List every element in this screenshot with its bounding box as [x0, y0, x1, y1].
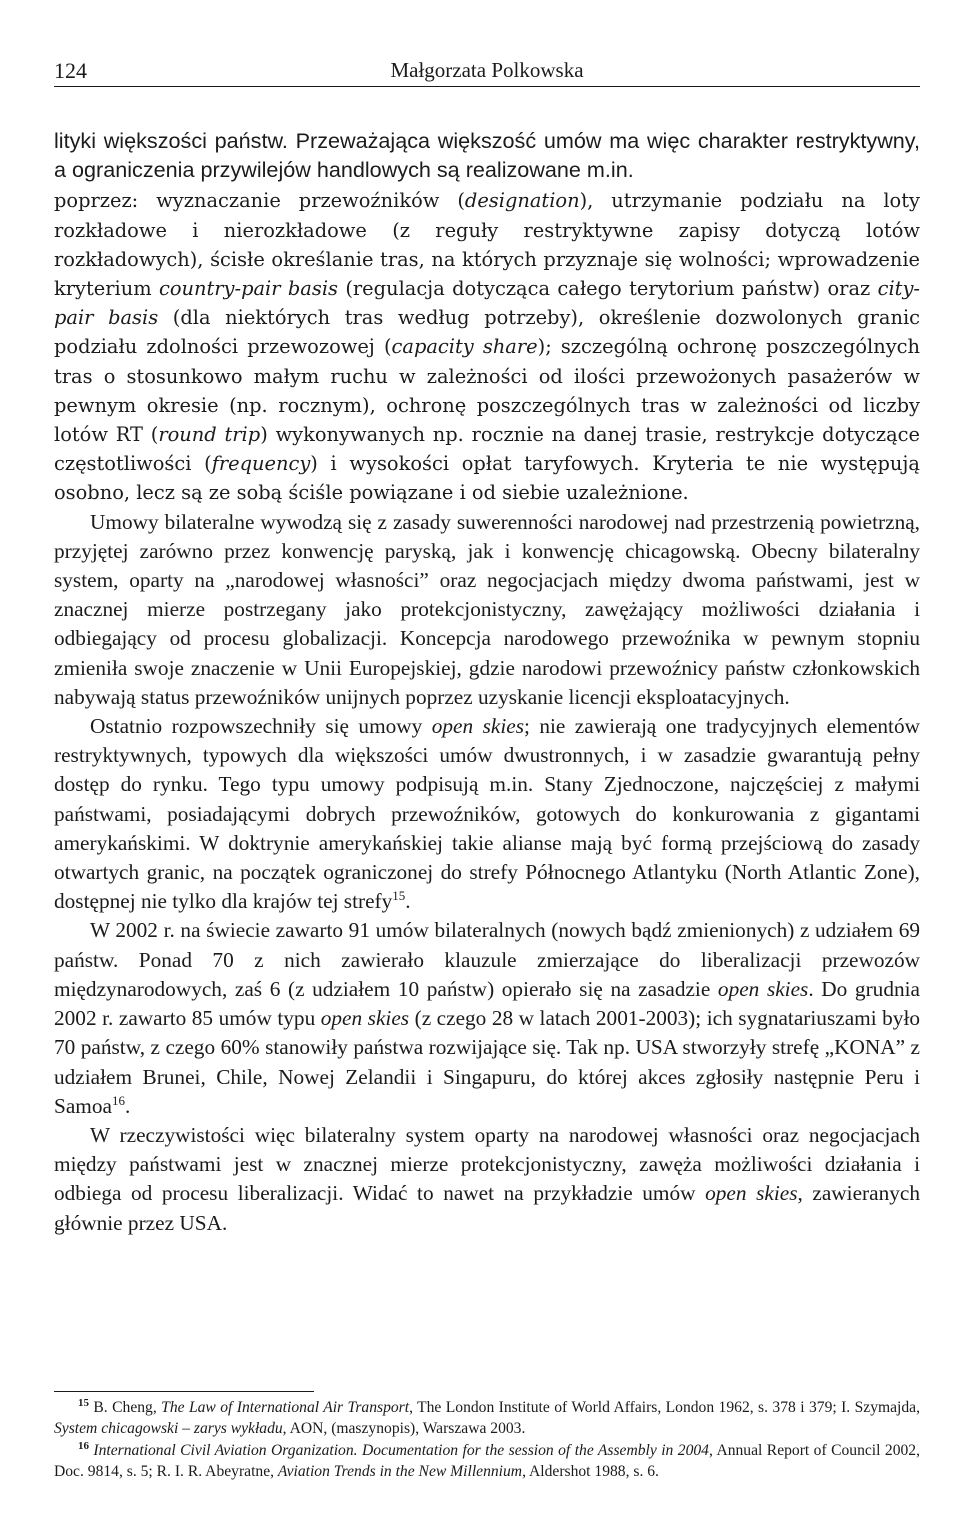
term-city-pair-basis: city-pair basis — [54, 277, 920, 330]
paragraph-2 — [54, 186, 920, 507]
body-text — [54, 126, 920, 1238]
text-run: ) wykonywanych np. rocznie na danej trasie, restrykcje dotyczące częstotliwości ( — [54, 423, 920, 476]
text-run: poprzez: wyznaczanie przewoźników ( — [54, 189, 465, 213]
term-open-skies: open skies — [705, 1181, 798, 1206]
text-run: , AON, (maszynopis), Warszawa 2003. — [282, 1420, 526, 1438]
footnote-number: 15 — [78, 1396, 89, 1409]
term-open-skies: open skies — [320, 1006, 410, 1031]
text-run: ; nie zawierają one tradycyjnych elementów restryktywnych, typowych dla większości umów dwustronnych, i w zasadzie gwarantują pełny dostęp do rynku. Tego typu umowy podpisują m.in. Stany Zjednoczone, najczęściej z małymi państwami, posiadającymi dobrych przewoźników, gotowych do konkurowania z gigantami amerykańskimi. W doktrynie amerykańskiej takie alianse mają być formą przejściową do zasady otwartych granic, na początek ograniczonej do strefy Północnego Atlantyku (North Atlantic Zone), dostępnej nie tylko dla krajów tej strefy — [54, 714, 921, 914]
text-run: W rzeczywistości więc bilateralny system oparty na narodowej własności oraz negocjacjach między państwami jest w znacznej mierze protekcjonistyczny, zawęża możliwości działania i odbiega od procesu liberalizacji. Widać to nawet na przykładzie umów — [54, 1122, 920, 1206]
footnotes — [54, 1397, 920, 1482]
text-run: , The London Institute of World Affairs, London 1962, s. 378 i 379; I. Szymajda, — [409, 1399, 921, 1416]
term-open-skies: open skies — [431, 714, 524, 739]
paragraph-4 — [54, 712, 920, 916]
running-header — [54, 58, 920, 87]
paragraph-6 — [54, 1121, 920, 1238]
paragraph-3 — [54, 508, 920, 712]
footnote-ref-15[interactable]: 15 — [392, 888, 406, 904]
page-number: 124 — [54, 58, 87, 83]
term-open-skies: open skies — [717, 976, 809, 1001]
footnote-ref-16[interactable]: 16 — [111, 1092, 125, 1108]
text-run: (z czego 28 w latach 2001-2003); ich sygnatariuszami było 70 państw, z czego 60% stanowiły państwa rozwijające się. Tak np. USA stworzyły strefę „KONA” z udziałem Brunei, Chile, Nowej Zelandii i Singapuru, do której akces zgłosiły następnie Peru i Samoa — [54, 1006, 921, 1118]
paragraph-5 — [54, 916, 920, 1120]
footnote-number: 16 — [78, 1439, 89, 1452]
text-run: , Annual Report of Council 2002, Doc. 9814, s. 5; R. I. R. Abeyratne, — [54, 1441, 920, 1480]
text-run: ), utrzymanie podziału na loty rozkładowe i nierozkładowe (z reguły restryktywne zapisy dotyczą lotów rozkładowych), ścisłe określanie tras, na których przyznaje się wolności; wprowadzenie kryterium — [54, 189, 920, 301]
term-round-trip: round trip — [158, 423, 261, 447]
paragraph-1 — [54, 126, 920, 184]
text-run: (dla niektórych tras według potrzeby), określenie dozwolonych granic podziału zdolności przewozowej ( — [54, 306, 921, 359]
text-run: , Aldershot 1988, s. 6. — [522, 1462, 659, 1480]
footnote-15 — [54, 1397, 920, 1440]
paragraph-3-text: Umowy bilateralne wywodzą się z zasady suwerenności narodowej nad przestrzenią powietrzną, przyjętej zarówno przez konwencję paryską, jak i konwencję chicagowską. Obecny bilateralny system, oparty na „narodowej własności” oraz negocjacjach między dwoma państwami, jest w znacznej mierze postrzegany jako protekcjonistyczny, zawężający możliwości działania i odbiegający od procesu globalizacji. Koncepcja narodowego przewoźnika w pewnym stopniu zmieniła swoje znaczenie w Unii Europejskiej, gdzie narodowi przewoźnicy państw członkowskich nabywają status przewoźników unijnych poprzez uzyskanie licencji eksploatacyjnych. — [54, 509, 920, 709]
citation-title: The Law of International Air Transport — [161, 1399, 410, 1416]
text-run: . — [405, 889, 411, 914]
citation-title: International Civil Aviation Organization. Documentation for the session of the Assembly in 2004 — [89, 1441, 709, 1459]
citation-title: System chicagowski – zarys wykładu — [54, 1420, 283, 1438]
text-run: ) i wysokości opłat taryfowych. Kryteria te nie występują osobno, lecz są ze sobą ściśle powiązane i od siebie uzależnione. — [54, 452, 920, 505]
term-frequency: frequency — [211, 452, 311, 476]
citation-title: Aviation Trends in the New Millennium — [277, 1462, 523, 1480]
text-run: W 2002 r. na świecie zawarto 91 umów bilateralnych (nowych bądź zmienionych) z udziałem 69 państw. Ponad 70 z nich zawierało klauzule zmierzające do liberalizacji przewozów międzynarodowych, zaś 6 (z udziałem 10 państw) opierało się na zasadzie — [54, 918, 920, 1001]
text-run: ); szczególną ochronę poszczególnych tras o stosunkowo małym ruchu w zależności od ilości przewożonych pasażerów w pewnym okresie (np. rocznym), ochronę poszczególnych tras w zależności od liczby lotów RT ( — [54, 335, 920, 447]
footnote-separator — [54, 1391, 314, 1392]
text-run: B. Cheng, — [89, 1399, 162, 1416]
term-designation: designation — [464, 189, 580, 213]
running-head-author: Małgorzata Polkowska — [390, 58, 584, 82]
term-capacity-share: capacity share — [391, 335, 538, 359]
text-run: , zawieranych głównie przez USA. — [54, 1181, 920, 1235]
text-run: . — [124, 1093, 131, 1118]
paragraph-1-text: lityki większości państw. Przeważająca większość umów ma więc charakter restryktywny, a ograniczenia przywilejów handlowych są realizowane m.in. — [54, 128, 920, 183]
text-run: (regulacja dotycząca całego terytorium państw) oraz — [337, 277, 878, 301]
term-country-pair-basis: country-pair basis — [158, 277, 338, 301]
text-run: . Do grudnia 2002 r. zawarto 85 umów typu — [54, 976, 920, 1031]
text-run: Ostatnio rozpowszechniły się umowy — [90, 714, 432, 739]
footnote-16 — [54, 1440, 920, 1483]
